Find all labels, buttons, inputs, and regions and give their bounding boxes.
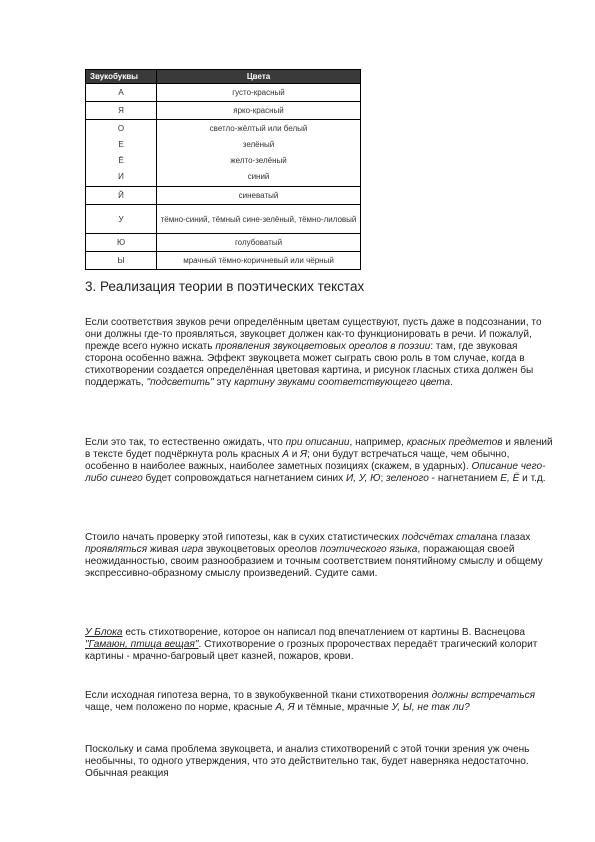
text-span: и т.д. <box>519 473 546 485</box>
emphasis: проявления звукоцветовых ореолов в поэзии <box>215 341 431 353</box>
paragraph <box>85 627 555 663</box>
text-span: , например, <box>349 437 407 448</box>
color-cell: ярко-красный <box>157 102 361 120</box>
sound-cell: Я <box>86 102 157 120</box>
color-cell-group <box>157 120 361 187</box>
header-sounds: Звукобуквы <box>86 70 157 84</box>
sound-cell: Е <box>118 140 124 149</box>
color-cell: синеватый <box>157 187 361 205</box>
emphasis: У, Ы, не так ли? <box>391 702 470 714</box>
painting-title-link[interactable]: "Гамаюн, птица вещая" <box>85 639 199 651</box>
text-span: : там, где звуковая сторона особенно важна. Эффект звукоцвета может сыграть свою роль в том случае, когда в стихотворении создается определённая цветовая картина, и рисунок гласных стиха должен бы поддержать, <box>85 341 534 389</box>
emphasis: Е, Ё <box>500 473 520 485</box>
table-row <box>86 205 361 234</box>
sound-cell: Ё <box>118 156 124 165</box>
table-row <box>86 234 361 252</box>
table-row <box>86 252 361 270</box>
emphasis: А <box>282 449 289 461</box>
color-cell: мрачный тёмно-коричневый или чёрный <box>157 252 361 270</box>
sound-cell: Ы <box>86 252 157 270</box>
emphasis: Я <box>300 449 308 461</box>
color-cell: густо-красный <box>157 84 361 102</box>
sound-cell-group <box>86 120 157 187</box>
text-span: Поскольку и сама проблема звукоцвета, и анализ стихотворений с этой точки зрения уж очень необычны, то одного утверждения, что это действительно так, будет наверняка недостаточно. Обычная реакция <box>85 744 530 780</box>
emphasis: проявляться <box>85 544 148 556</box>
text-span: на глазах <box>486 532 531 543</box>
text-span: . <box>450 377 453 389</box>
text-span: звукоцветовых ореолов <box>203 544 320 556</box>
paragraph <box>85 317 555 390</box>
color-cell: желто-зелёный <box>230 156 287 165</box>
sound-cell: О <box>117 124 125 133</box>
color-cell: зелёный <box>242 140 275 149</box>
text-span: Если исходная гипотеза верна, то в звукобуквенной ткани стихотворения <box>85 690 432 701</box>
color-cell: светло-жёлтый или белый <box>209 124 308 133</box>
paragraph <box>85 744 555 780</box>
text-span: . Стихотворение о грозных пророчествах передаёт трагический колорит картины - мрачно-багровый цвет казней, пожаров, крови. <box>85 639 538 663</box>
emphasis: И, У, Ю <box>346 473 381 485</box>
text-span: чаще, чем положено по норме, красные <box>85 702 276 714</box>
sound-cell: И <box>118 172 124 181</box>
sound-cell: У <box>86 205 157 234</box>
emphasis: поэтического языка <box>319 544 418 556</box>
text-span: и <box>288 449 301 461</box>
color-cell: тёмно-синий, тёмный сине-зелёный, тёмно-лиловый <box>157 205 361 234</box>
emphasis: игра <box>181 544 204 556</box>
text-span: Стоило начать проверку этой гипотезы, как в сухих статистических <box>85 532 403 543</box>
emphasis: Описание чего-либо синего <box>85 461 546 485</box>
emphasis: картину звуками соответствующего цвета <box>234 377 451 389</box>
text-span: и явлений в тексте будет подчёркнута роль красных <box>85 437 553 461</box>
sound-cell: А <box>86 84 157 102</box>
emphasis: красных предметов <box>406 437 503 448</box>
sound-cell: Ю <box>86 234 157 252</box>
section-title: 3. Реализация теории в поэтических текстах <box>85 279 365 294</box>
text-span: Если это так, то естественно ожидать, что <box>85 437 286 448</box>
blok-link[interactable]: У Блока <box>85 627 123 638</box>
color-cell: голубоватый <box>157 234 361 252</box>
table-row <box>86 84 361 102</box>
text-span: ; <box>380 473 387 485</box>
emphasis: "подсветить" <box>146 377 214 389</box>
table-row <box>86 120 361 187</box>
paragraph <box>85 532 555 580</box>
emphasis: А, Я <box>275 702 295 714</box>
paragraph <box>85 690 555 714</box>
text-span: будет сопровождаться нагнетанием синих <box>142 473 347 485</box>
text-span: - нагнетанием <box>428 473 501 485</box>
sound-color-table <box>85 69 361 270</box>
table-row <box>86 102 361 120</box>
emphasis: зеленого <box>386 473 429 485</box>
emphasis: должны встречаться <box>431 690 536 701</box>
text-span: эту <box>213 377 235 389</box>
text-span: , поражающая своей неожиданностью, своим разнообразием и точным соответствием понятийному смыслу и общему экспрессивно-образному смыслу произведений. Судите сами. <box>85 544 543 580</box>
emphasis: подсчётах стала <box>402 532 487 543</box>
text-span: ; они будут встречаться чаще, чем обычно, особенно в наиболее важных, наиболее заметных позициях (скажем, в ударных). <box>85 449 510 473</box>
text-span: и тёмные, мрачные <box>294 702 392 714</box>
text-span: живая <box>147 544 182 556</box>
text-span: Если соответствия звуков речи определённым цветам существуют, пусть даже в подсознании, то они должны где-то проявляться, звукоцвет должен как-то функционировать в речи. И пожалуй, прежде всего нужно искать <box>85 317 542 353</box>
table-row <box>86 187 361 205</box>
emphasis: при описании <box>285 437 350 448</box>
table-header-row <box>86 70 361 84</box>
text-span: есть стихотворение, которое он написал под впечатлением от картины В. Васнецова <box>122 627 525 638</box>
paragraph <box>85 437 555 485</box>
header-colors: Цвета <box>157 70 361 84</box>
sound-cell: Й <box>86 187 157 205</box>
color-cell: синий <box>247 172 270 181</box>
